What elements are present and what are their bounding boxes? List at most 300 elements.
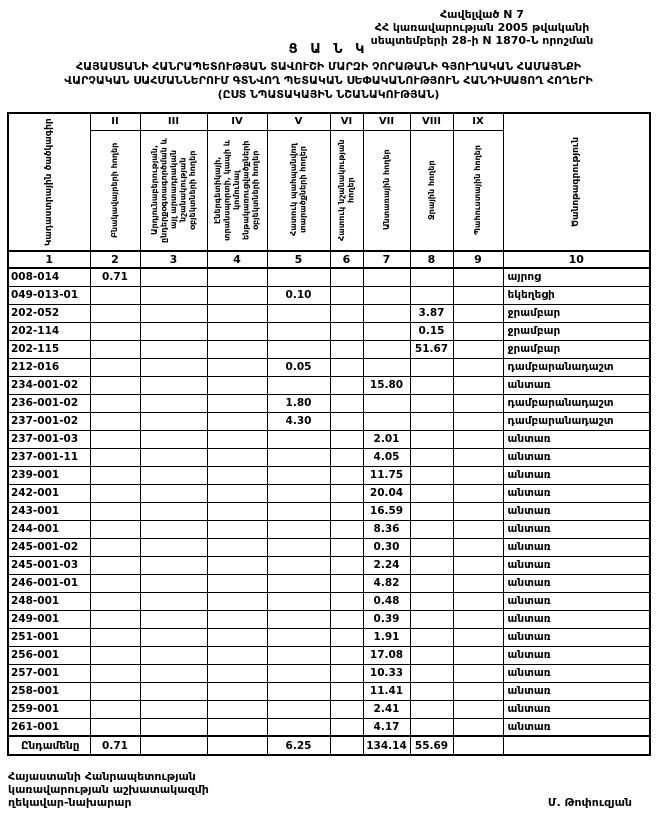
value-cell [140, 664, 207, 682]
value-cell [410, 484, 453, 502]
value-cell [140, 358, 207, 376]
cadastral-code-cell: 243-001 [8, 502, 90, 520]
value-cell [330, 718, 363, 736]
note-cell: անտառ [503, 466, 650, 484]
col-header-category [140, 130, 207, 251]
col-header-category-label: Հատուկ պահպանվող տարածքների հողեր [289, 143, 308, 237]
column-number: 10 [503, 251, 650, 268]
value-cell [453, 268, 503, 286]
table-row [8, 358, 650, 376]
value-cell [267, 718, 330, 736]
table-row [8, 304, 650, 322]
col-header-category-label: Արդյունաբերության, ընդերքօգտագործման և այլ արտադրական նշանակության օբյեկտների հողեր [149, 137, 197, 243]
value-cell [410, 682, 453, 700]
note-cell: անտառ [503, 538, 650, 556]
value-cell [453, 646, 503, 664]
totals-value-cell [330, 736, 363, 755]
note-cell: անտառ [503, 610, 650, 628]
totals-value-cell [207, 736, 267, 755]
note-cell: անտառ [503, 556, 650, 574]
footer [8, 770, 632, 809]
table-row [8, 430, 650, 448]
value-cell [207, 610, 267, 628]
totals-value-cell: 6.25 [267, 736, 330, 755]
roman-numeral: V [267, 113, 330, 130]
value-cell [453, 304, 503, 322]
value-cell [453, 412, 503, 430]
note-cell: դամբարանադաշտ [503, 358, 650, 376]
value-cell [140, 286, 207, 304]
roman-numeral: III [140, 113, 207, 130]
value-cell [207, 412, 267, 430]
value-cell [140, 268, 207, 286]
land-table [7, 112, 651, 756]
value-cell [330, 538, 363, 556]
attachment-line-2: ՀՀ կառավարության 2005 թվականի [374, 21, 590, 34]
value-cell [453, 340, 503, 358]
value-cell [410, 502, 453, 520]
attachment-reference [317, 8, 647, 47]
value-cell [140, 718, 207, 736]
note-cell: դամբարանադաշտ [503, 412, 650, 430]
value-cell [140, 340, 207, 358]
roman-numeral: VI [330, 113, 363, 130]
col-header-category-label: Պահուստային հողեր [473, 145, 483, 236]
title-line-1: ՀԱՅԱՍՏԱՆԻ ՀԱՆՐԱՊԵՏՈՒԹՅԱՆ ՏԱՎՈՒՇԻ ՄԱՐԶԻ ՉՈՐԱԹԱՆԻ ԳՅՈՒՂԱԿԱՆ ՀԱՄԱՅՆՔԻ [75, 60, 582, 73]
value-cell [90, 430, 140, 448]
value-cell [207, 322, 267, 340]
cadastral-code-cell: 245-001-03 [8, 556, 90, 574]
value-cell [453, 574, 503, 592]
value-cell [140, 592, 207, 610]
value-cell: 4.82 [363, 574, 410, 592]
value-cell [410, 592, 453, 610]
value-cell [330, 592, 363, 610]
col-header-category [90, 130, 140, 251]
value-cell [453, 664, 503, 682]
value-cell [140, 520, 207, 538]
cadastral-code-cell: 244-001 [8, 520, 90, 538]
note-cell: անտառ [503, 520, 650, 538]
cadastral-code-cell: 237-001-11 [8, 448, 90, 466]
value-cell [453, 610, 503, 628]
title-line-2: ՎԱՐՉԱԿԱՆ ՍԱՀՄԱՆՆԵՐՈՒՄ ԳՏՆՎՈՂ ՊԵՏԱԿԱՆ ՍԵՓԱԿԱՆՈՒԹՅՈՒՆ ՀԱՆԴԻՍԱՑՈՂ ՀՈՂԵՐԻ [64, 74, 593, 87]
cadastral-code-cell: 261-001 [8, 718, 90, 736]
value-cell [90, 700, 140, 718]
column-number: 9 [453, 251, 503, 268]
value-cell: 10.33 [363, 664, 410, 682]
value-cell [90, 358, 140, 376]
value-cell [330, 556, 363, 574]
table-row [8, 574, 650, 592]
roman-numeral: IV [207, 113, 267, 130]
col-header-category-label: Հատուկ նշանակության հողեր [337, 139, 356, 242]
value-cell [330, 376, 363, 394]
cadastral-code-cell: 212-016 [8, 358, 90, 376]
value-cell [140, 646, 207, 664]
value-cell: 4.30 [267, 412, 330, 430]
value-cell [330, 430, 363, 448]
note-cell: անտառ [503, 574, 650, 592]
table-row [8, 556, 650, 574]
value-cell [410, 628, 453, 646]
value-cell: 0.48 [363, 592, 410, 610]
value-cell: 17.08 [363, 646, 410, 664]
value-cell [267, 376, 330, 394]
value-cell [267, 448, 330, 466]
value-cell [140, 556, 207, 574]
value-cell: 3.87 [410, 304, 453, 322]
table-body [8, 268, 650, 755]
value-cell [330, 628, 363, 646]
value-cell [207, 718, 267, 736]
col-header-category-label: Բնակավայրերի հողեր [110, 142, 120, 238]
value-cell: 2.01 [363, 430, 410, 448]
header-roman-row [8, 113, 650, 130]
value-cell: 15.80 [363, 376, 410, 394]
value-cell [267, 304, 330, 322]
table-row [8, 628, 650, 646]
value-cell [267, 340, 330, 358]
value-cell [330, 574, 363, 592]
value-cell [90, 466, 140, 484]
value-cell: 0.39 [363, 610, 410, 628]
value-cell [267, 700, 330, 718]
value-cell [410, 376, 453, 394]
value-cell [363, 358, 410, 376]
signature-name: Մ. Թոփուզյան [547, 796, 632, 809]
value-cell: 1.91 [363, 628, 410, 646]
value-cell [90, 520, 140, 538]
value-cell [207, 340, 267, 358]
col-header-category-label: Անտառային հողեր [381, 149, 391, 231]
value-cell [140, 466, 207, 484]
value-cell [363, 412, 410, 430]
value-cell [90, 610, 140, 628]
table-header [8, 113, 650, 268]
cadastral-code-cell: 202-115 [8, 340, 90, 358]
value-cell: 0.71 [90, 268, 140, 286]
value-cell [207, 664, 267, 682]
value-cell [267, 466, 330, 484]
value-cell [90, 502, 140, 520]
col-header-category [410, 130, 453, 251]
value-cell [330, 322, 363, 340]
value-cell: 2.41 [363, 700, 410, 718]
value-cell [267, 502, 330, 520]
value-cell [140, 538, 207, 556]
value-cell [267, 322, 330, 340]
value-cell [90, 574, 140, 592]
value-cell [207, 286, 267, 304]
value-cell [410, 466, 453, 484]
totals-label-cell: Ընդամենը [8, 736, 90, 755]
note-cell: ջրամբար [503, 304, 650, 322]
totals-value-cell: 134.14 [363, 736, 410, 755]
value-cell [207, 484, 267, 502]
value-cell [90, 628, 140, 646]
note-cell: անտառ [503, 430, 650, 448]
totals-value-cell: 55.69 [410, 736, 453, 755]
value-cell [453, 718, 503, 736]
note-cell: անտառ [503, 502, 650, 520]
table-row [8, 592, 650, 610]
col-header-cadastral-code [8, 113, 90, 251]
totals-value-cell [453, 736, 503, 755]
value-cell [363, 340, 410, 358]
value-cell [330, 358, 363, 376]
column-number: 4 [207, 251, 267, 268]
column-number: 1 [8, 251, 90, 268]
value-cell [207, 538, 267, 556]
value-cell [410, 610, 453, 628]
value-cell [90, 646, 140, 664]
value-cell [363, 394, 410, 412]
value-cell [363, 268, 410, 286]
value-cell [140, 610, 207, 628]
value-cell [453, 700, 503, 718]
value-cell [140, 682, 207, 700]
value-cell [207, 430, 267, 448]
value-cell [267, 574, 330, 592]
cadastral-code-cell: 239-001 [8, 466, 90, 484]
value-cell [410, 718, 453, 736]
value-cell: 51.67 [410, 340, 453, 358]
value-cell [90, 448, 140, 466]
value-cell [410, 538, 453, 556]
table-row [8, 466, 650, 484]
table-row [8, 268, 650, 286]
table-row [8, 484, 650, 502]
value-cell [140, 574, 207, 592]
col-header-category [330, 130, 363, 251]
value-cell [140, 700, 207, 718]
col-header-category [207, 130, 267, 251]
roman-numeral: II [90, 113, 140, 130]
table-row [8, 286, 650, 304]
cadastral-code-cell: 236-001-02 [8, 394, 90, 412]
value-cell: 0.05 [267, 358, 330, 376]
value-cell [330, 682, 363, 700]
value-cell [267, 556, 330, 574]
value-cell [410, 448, 453, 466]
value-cell [207, 700, 267, 718]
value-cell [90, 394, 140, 412]
document-heading: Ց Ա Ն Կ [288, 42, 369, 57]
cadastral-code-cell: 259-001 [8, 700, 90, 718]
title-line-3: (ԸՍՏ ՆՊԱՏԱԿԱՅԻՆ ՆՇԱՆԱԿՈՒԹՅԱՆ) [217, 88, 440, 101]
value-cell [90, 376, 140, 394]
value-cell [207, 376, 267, 394]
value-cell [140, 502, 207, 520]
value-cell [267, 484, 330, 502]
column-number: 2 [90, 251, 140, 268]
value-cell [267, 520, 330, 538]
table-row [8, 412, 650, 430]
value-cell [90, 286, 140, 304]
value-cell [410, 412, 453, 430]
table-row [8, 394, 650, 412]
value-cell [207, 448, 267, 466]
value-cell [410, 556, 453, 574]
value-cell [410, 268, 453, 286]
value-cell [330, 502, 363, 520]
value-cell: 1.80 [267, 394, 330, 412]
note-cell: անտառ [503, 718, 650, 736]
value-cell [330, 664, 363, 682]
value-cell [453, 376, 503, 394]
value-cell [410, 646, 453, 664]
table-row [8, 610, 650, 628]
table-row [8, 682, 650, 700]
table-row [8, 448, 650, 466]
value-cell [140, 376, 207, 394]
value-cell: 11.41 [363, 682, 410, 700]
cadastral-code-cell: 237-001-03 [8, 430, 90, 448]
value-cell: 20.04 [363, 484, 410, 502]
signatory-title [8, 770, 209, 809]
value-cell [330, 448, 363, 466]
value-cell [363, 322, 410, 340]
value-cell [207, 394, 267, 412]
value-cell [140, 304, 207, 322]
col-header-category [453, 130, 503, 251]
value-cell [410, 520, 453, 538]
value-cell [330, 412, 363, 430]
value-cell [140, 322, 207, 340]
value-cell [90, 538, 140, 556]
value-cell [410, 574, 453, 592]
value-cell [90, 322, 140, 340]
value-cell [90, 556, 140, 574]
value-cell [410, 430, 453, 448]
column-number: 8 [410, 251, 453, 268]
totals-note-cell [503, 736, 650, 755]
header-numbers-row [8, 251, 650, 268]
note-cell: անտառ [503, 376, 650, 394]
value-cell [267, 664, 330, 682]
note-cell: եկեղեցի [503, 286, 650, 304]
value-cell: 4.05 [363, 448, 410, 466]
roman-numeral: VII [363, 113, 410, 130]
value-cell [453, 358, 503, 376]
table-row [8, 664, 650, 682]
value-cell [453, 394, 503, 412]
note-cell: անտառ [503, 664, 650, 682]
value-cell [207, 466, 267, 484]
value-cell [207, 646, 267, 664]
value-cell [453, 502, 503, 520]
value-cell [453, 430, 503, 448]
value-cell [453, 682, 503, 700]
table-row [8, 700, 650, 718]
cadastral-code-cell: 202-114 [8, 322, 90, 340]
table-row [8, 502, 650, 520]
totals-row [8, 736, 650, 755]
value-cell [453, 286, 503, 304]
cadastral-code-cell: 256-001 [8, 646, 90, 664]
value-cell [330, 340, 363, 358]
col-header-remarks-label: Ծանոթագրություն [570, 136, 581, 228]
value-cell [453, 538, 503, 556]
value-cell [140, 430, 207, 448]
value-cell [267, 646, 330, 664]
value-cell: 8.36 [363, 520, 410, 538]
cadastral-code-cell: 049-013-01 [8, 286, 90, 304]
value-cell: 11.75 [363, 466, 410, 484]
value-cell [330, 286, 363, 304]
value-cell [90, 664, 140, 682]
footer-line-2: կառավարության աշխատակազմի [8, 783, 209, 796]
cadastral-code-cell: 008-014 [8, 268, 90, 286]
cadastral-code-cell: 242-001 [8, 484, 90, 502]
value-cell [453, 592, 503, 610]
table-row [8, 340, 650, 358]
note-cell: անտառ [503, 484, 650, 502]
value-cell [410, 286, 453, 304]
value-cell [453, 448, 503, 466]
value-cell [207, 268, 267, 286]
value-cell [207, 592, 267, 610]
value-cell: 4.17 [363, 718, 410, 736]
value-cell [330, 646, 363, 664]
value-cell [330, 700, 363, 718]
value-cell [140, 628, 207, 646]
value-cell [267, 430, 330, 448]
note-cell: անտառ [503, 646, 650, 664]
value-cell [410, 664, 453, 682]
note-cell: անտառ [503, 592, 650, 610]
table-row [8, 376, 650, 394]
value-cell [267, 592, 330, 610]
value-cell [330, 520, 363, 538]
value-cell: 2.24 [363, 556, 410, 574]
value-cell [330, 610, 363, 628]
column-number: 3 [140, 251, 207, 268]
cadastral-code-cell: 249-001 [8, 610, 90, 628]
value-cell [207, 304, 267, 322]
value-cell [207, 682, 267, 700]
value-cell [453, 520, 503, 538]
cadastral-code-cell: 246-001-01 [8, 574, 90, 592]
value-cell: 0.15 [410, 322, 453, 340]
note-cell: այրոց [503, 268, 650, 286]
value-cell [267, 538, 330, 556]
note-cell: դամբարանադաշտ [503, 394, 650, 412]
value-cell [267, 268, 330, 286]
table-row [8, 718, 650, 736]
value-cell [90, 682, 140, 700]
value-cell [207, 502, 267, 520]
table-row [8, 520, 650, 538]
value-cell [330, 484, 363, 502]
col-header-cadastral-code-label: Կադաստրային ծածկագիր [43, 118, 54, 246]
table-row [8, 322, 650, 340]
attachment-line-1: Հավելված N 7 [440, 8, 524, 21]
value-cell [267, 628, 330, 646]
cadastral-code-cell: 237-001-02 [8, 412, 90, 430]
value-cell: 0.30 [363, 538, 410, 556]
note-cell: անտառ [503, 628, 650, 646]
cadastral-code-cell: 202-052 [8, 304, 90, 322]
value-cell [363, 304, 410, 322]
col-header-category-label: Էներգետիկայի, տրանսպորտի, կապի և կոմունալ ենթակառուցվածքների օբյեկտների հողեր [213, 139, 261, 241]
value-cell [90, 718, 140, 736]
column-number: 5 [267, 251, 330, 268]
table-row [8, 646, 650, 664]
value-cell [330, 394, 363, 412]
note-cell: անտառ [503, 448, 650, 466]
